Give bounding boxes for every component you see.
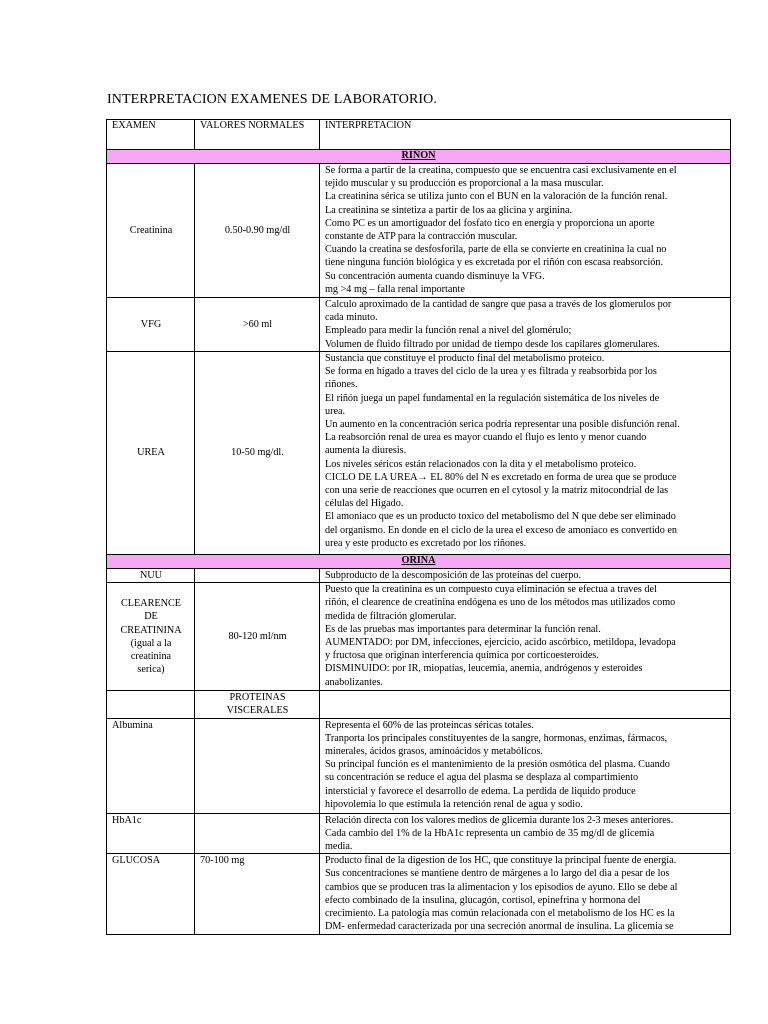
text-line: VISCERALES xyxy=(226,705,289,717)
normal-value-glucosa: 70-100 mg xyxy=(195,854,320,935)
normal-value-proteinas-viscerales xyxy=(195,691,320,718)
section-row-rinon xyxy=(107,150,731,164)
text-line: Cuando la creatina se desfosforila, parte de ella se convierte en creatinina la cual no xyxy=(325,244,667,256)
exam-name-albumina: Albumina xyxy=(107,718,195,813)
text-line: crecimiento. La patología mas común relacionada con el metabolismo de los HC es la xyxy=(325,908,675,920)
normal-value-hba1c xyxy=(195,813,320,854)
text-line: riñones. xyxy=(325,379,358,391)
text-line: serica) xyxy=(137,664,165,676)
text-line: CLEARENCE xyxy=(121,598,181,610)
normal-value-nuu xyxy=(195,569,320,583)
section-title-orina: ORINA xyxy=(107,555,731,569)
table-row-urea xyxy=(107,352,731,555)
exam-name-nuu: NUU xyxy=(107,569,195,583)
header-valores-normales: VALORES NORMALES xyxy=(195,120,320,150)
exam-name-clearence xyxy=(107,583,195,691)
text-line: minerales, ácidos grasos, aminoácidos y metabólicos. xyxy=(325,746,543,758)
text-line: tejido muscular y su producción es proporcional a la masa muscular. xyxy=(325,178,604,190)
text-line: Puesto que la creatinina es un compuesto cuya eliminación se efectua a traves del xyxy=(325,584,657,596)
interpretation-nuu xyxy=(320,569,731,583)
text-line: Tranporta los principales constituyentes de la sangre, hormonas, enzimas, fármacos, xyxy=(325,732,668,744)
interpretation-proteinas xyxy=(320,691,731,718)
table-row-creatinina xyxy=(107,164,731,298)
text-line: PROTEINAS xyxy=(229,692,286,704)
text-line: mg >4 mg – falla renal importante xyxy=(325,283,465,295)
interpretation-urea xyxy=(320,352,731,555)
interpretation-glucosa xyxy=(320,854,731,935)
text-line: Un aumento en la concentración serica podría representar una posible disfunción renal. xyxy=(325,419,680,431)
text-line: Calculo aproximado de la cantidad de sangre que pasa a través de los glomerulos por xyxy=(325,299,672,310)
text-line: DE xyxy=(144,611,158,623)
text-line: células del Higado. xyxy=(325,498,404,510)
exam-name-proteinas xyxy=(107,691,195,718)
table-row-vfg xyxy=(107,298,731,352)
table-row-albumina xyxy=(107,718,731,813)
text-line: La reabsorción renal de urea es mayor cuando el flujo es lento y menor cuando xyxy=(325,432,647,444)
text-line: CICLO DE LA UREA→ EL 80% del N es excretado en forma de urea que se produce xyxy=(325,471,677,483)
text-line: aumenta la diuresis. xyxy=(325,445,407,457)
text-line: Empleado para medir la función renal a nivel del glomérulo; xyxy=(325,325,572,337)
text-line: tiene ninguna función biológica y es excretada por el riñón con escasa reabsorción. xyxy=(325,257,664,269)
text-line: Relación directa con los valores medios de glicemia durante los 2-3 meses anteriores. xyxy=(325,814,674,826)
text-line: su concentración se reduce el agua del plasma se desplaza al compartimiento xyxy=(325,772,639,784)
text-line: Subproducto de la descomposición de las proteínas del cuerpo. xyxy=(325,570,582,581)
text-line: medida de filtración glomerular. xyxy=(325,610,457,622)
text-line: urea. xyxy=(325,405,346,417)
section-title-rinon: RIÑON xyxy=(107,150,731,164)
exam-name-creatinina: Creatinina xyxy=(107,164,195,298)
text-line: CREATININA xyxy=(120,624,182,636)
text-line: La creatinina se sintetiza a partir de los aa glicina y arginina. xyxy=(325,204,573,216)
table-row-nuu xyxy=(107,569,731,583)
text-line: cada minuto. xyxy=(325,312,378,324)
header-examen: EXAMEN xyxy=(107,120,195,150)
text-line: creatinina xyxy=(130,650,172,662)
exam-name-glucosa: GLUCOSA xyxy=(107,854,195,935)
header-interpretacion: INTERPRETACION xyxy=(320,120,731,150)
interpretation-clearence xyxy=(320,583,731,691)
text-line: media. xyxy=(325,841,353,853)
text-line: Los niveles séricos están relacionados con la dita y el metabolismo proteico. xyxy=(325,458,637,470)
text-line: El riñón juega un papel fundamental en la regulación sistemática de los niveles de xyxy=(325,392,660,404)
table-row-hba1c xyxy=(107,813,731,854)
text-line: AUMENTADO: por DM, infecciones, ejercicio, acido ascórbico, metildopa, levadopa xyxy=(325,637,676,649)
interpretation-creatinina xyxy=(320,164,731,298)
text-line: La creatinina sérica se utiliza junto con el BUN en la valoración de la función renal. xyxy=(325,191,668,203)
exam-name-hba1c: HbA1c xyxy=(107,813,195,854)
text-line: y fructosa que originan interferencia química por corticoesteroides. xyxy=(325,650,599,662)
text-line: con una serie de reacciones que ocurren en el cytosol y la matriz mitocondrial de las xyxy=(325,485,669,497)
text-line: urea y este producto es excretado por los riñones. xyxy=(325,537,527,549)
exam-name-urea: UREA xyxy=(107,352,195,555)
text-line: Producto final de la digestion de los HC, que constituye la principal fuente de energía. xyxy=(325,855,677,867)
table-row-proteinas-viscerales xyxy=(107,691,731,718)
interpretation-albumina xyxy=(320,718,731,813)
text-line: efecto combinado de la insulina, glucagón, cortisol, epinefrina y hormona del xyxy=(325,894,641,906)
text-line: Cada cambio del 1% de la HbA1c representa un cambio de 35 mg/dl de glicemia xyxy=(325,827,655,839)
text-line: (igual a la xyxy=(130,637,172,649)
text-line: DISMINUIDO: por IR, miopatías, leucemia, anemia, andrógenos y esteroides xyxy=(325,663,643,675)
section-row-orina xyxy=(107,555,731,569)
normal-value-clearence: 80-120 ml/nm xyxy=(195,583,320,691)
normal-value-albumina xyxy=(195,718,320,813)
text-line: del organismo. En donde en el ciclo de la urea el exceso de amoniaco es convertido en xyxy=(325,524,677,536)
text-line: Su concentración aumenta cuando disminuye la VFG. xyxy=(325,270,545,282)
text-line: intersticial y favorece el desarrollo de edema. La perdida de liquido produce xyxy=(325,785,636,797)
text-line: Volumen de fluido filtrado por unidad de tiempo desde los capilares glomerulares. xyxy=(325,338,660,350)
document-title: INTERPRETACION EXAMENES DE LABORATORIO. xyxy=(107,92,437,107)
text-line: Como PC es un amortiguador del fosfato tico en energía y proporciona un aporte xyxy=(325,217,655,229)
text-line: Se forma en hígado a traves del ciclo de la urea y es filtrada y reabsorbida por los xyxy=(325,366,657,378)
text-line: Representa el 60% de las proteincas séricas totales. xyxy=(325,719,534,731)
text-line: Sus concentraciones se mantiene dentro de márgenes a lo largo del dia a pesar de los xyxy=(325,868,670,880)
text-line: constante de ATP para la contracción muscular. xyxy=(325,231,518,243)
text-line: El amoniaco que es un producto toxico del metabolismo del N que debe ser eliminado xyxy=(325,511,676,523)
text-line: cambios que se producen tras la alimentacion y los episodios de ayuno. Ello se debe al xyxy=(325,881,678,893)
text-line: Su principal función es el mantenimiento de la presión osmótica del plasma. Cuando xyxy=(325,759,670,771)
exam-name-vfg: VFG xyxy=(107,298,195,352)
text-line: Sustancia que constituye el producto final del metabolismo proteico. xyxy=(325,353,605,364)
table-row-glucosa xyxy=(107,854,731,935)
table-header-row xyxy=(107,120,731,150)
interpretation-vfg xyxy=(320,298,731,352)
normal-value-vfg: >60 ml xyxy=(195,298,320,352)
interpretation-hba1c xyxy=(320,813,731,854)
text-line: DM- enfermedad caracterizada por una secreción anormal de insulina. La glicemia se xyxy=(325,921,674,933)
text-line: anabolizantes. xyxy=(325,676,383,688)
normal-value-creatinina: 0.50-0.90 mg/dl xyxy=(195,164,320,298)
text-line: riñón, el clearence de creatinina endógena es uno de los métodos mas utilizados como xyxy=(325,597,676,609)
normal-value-urea: 10-50 mg/dl. xyxy=(195,352,320,555)
table-row-clearence xyxy=(107,583,731,691)
lab-exams-table xyxy=(106,119,731,935)
text-line: hipovolemia lo que estimula la retención renal de agua y sodio. xyxy=(325,798,583,810)
text-line: Se forma a partir de la creatina, compuesto que se encuentra casi exclusivamente en el xyxy=(325,165,677,176)
text-line: Es de las pruebas mas importantes para determinar la función renal. xyxy=(325,623,601,635)
